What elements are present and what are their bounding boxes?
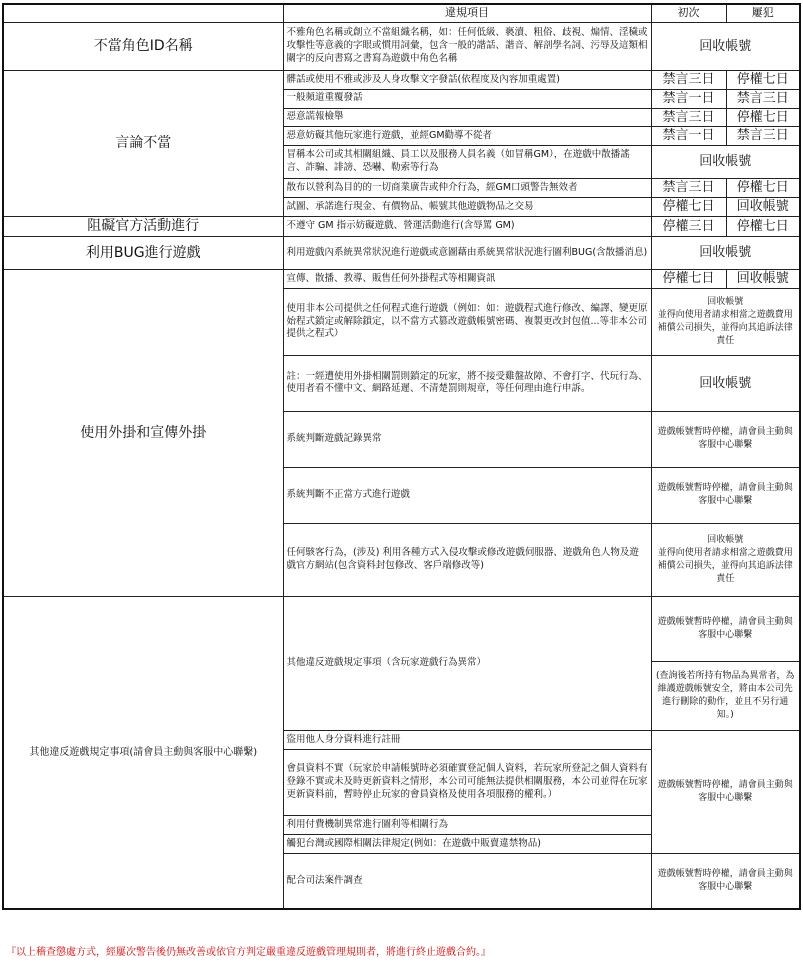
penalty-main: 回收帳號 bbox=[707, 296, 744, 307]
penalty-main: 遊戲帳號暫時停權，請會員主動與客服中心聯繫 bbox=[652, 597, 800, 662]
category-plugin: 使用外掛和宣傳外掛 bbox=[3, 269, 283, 596]
penalty-first: 禁言一日 bbox=[651, 127, 726, 146]
violation-desc: 註：一經遭使用外掛相關罰則鎖定的玩家，將不接受雞盤故障、不會打字、代玩行為、使用者看不懂中文、網路延遲、不清楚罰則規章，等任何理由進行申訴。 bbox=[283, 355, 651, 411]
violation-desc: 散布以營利為目的的一切商業廣告或仲介行為，經GM口頭警告無效者 bbox=[283, 179, 651, 198]
category-other: 其他違反遊戲規定事項(請會員主動與客服中心聯繫) bbox=[3, 596, 283, 909]
violation-desc: 配合司法案件調查 bbox=[283, 853, 651, 909]
header-violation: 違規項目 bbox=[283, 4, 651, 23]
header-first: 初次 bbox=[651, 4, 726, 23]
penalty-first: 停權七日 bbox=[651, 198, 726, 217]
penalty-repeat: 禁言三日 bbox=[726, 90, 800, 109]
table-header-row bbox=[3, 4, 800, 23]
penalty bbox=[651, 523, 800, 596]
header-repeat: 屢犯 bbox=[726, 4, 800, 23]
violation-desc: 觸犯台灣或國際相關法律規定(例如：在遊戲中販賣違禁物品) bbox=[283, 834, 651, 853]
penalty: 回收帳號 bbox=[651, 146, 800, 179]
penalty: 遊戲帳號暫時停權，請會員主動與客服中心聯繫 bbox=[651, 467, 800, 523]
penalty bbox=[651, 596, 800, 730]
penalty-first: 停權三日 bbox=[651, 217, 726, 237]
violation-desc: 任何駭客行為，(涉及) 利用各種方式入侵攻擊或修改遊戲伺服器、遊戲角色人物及遊戲官方網站(包含資料封包修改、客戶端修改等) bbox=[283, 523, 651, 596]
penalty-repeat: 回收帳號 bbox=[726, 198, 800, 217]
penalty-main: 回收帳號 bbox=[707, 534, 744, 545]
penalty-note: 並得向使用者請求相當之遊戲費用補償公司損失，並得向其追訴法律責任 bbox=[657, 547, 793, 585]
penalty bbox=[651, 288, 800, 355]
table-row bbox=[3, 71, 800, 90]
category-inappropriate-id: 不當角色ID名稱 bbox=[3, 23, 283, 71]
violation-desc: 會員資料不實（玩家於申請帳號時必須確實登記個人資料，若玩家所登記之個人資料有登錄不實或未及時更新資料之情形，本公司可能無法提供相關服務，本公司並得在玩家更新資料前，暫時停止玩家的會員資格及使用各項服務的權利。） bbox=[283, 749, 651, 815]
category-bug: 利用BUG進行遊戲 bbox=[3, 236, 283, 269]
violation-desc: 髒話或使用不雅或涉及人身攻擊文字發話(依程度及內容加重處置) bbox=[283, 71, 651, 90]
penalty-repeat: 停權七日 bbox=[726, 108, 800, 127]
penalty-repeat: 停權七日 bbox=[726, 179, 800, 198]
penalty-first: 禁言三日 bbox=[651, 108, 726, 127]
header-blank bbox=[3, 4, 283, 23]
violation-desc: 其他違反遊戲規定事項（含玩家遊戲行為異常） bbox=[283, 596, 651, 730]
table-row bbox=[3, 236, 800, 269]
penalty: 回收帳號 bbox=[651, 355, 800, 411]
penalty-note: 並得向使用者請求相當之遊戲費用補償公司損失，並得向其追訴法律責任 bbox=[657, 309, 793, 347]
table-row bbox=[3, 596, 800, 730]
penalty: 遊戲帳號暫時停權，請會員主動與客服中心聯繫 bbox=[651, 411, 800, 467]
violation-desc: 利用遊戲內系統異常狀況進行遊戲或意圖藉由系統異常狀況進行圖利BUG(含散播消息) bbox=[283, 236, 651, 269]
penalty-first: 禁言三日 bbox=[651, 71, 726, 90]
violation-desc: 不雅角色名稱或創立不當組織名稱，如：任何低級、褻瀆、粗俗、歧視、煽情、淫穢或攻擊性等意義的字眼或慣用詞彙，包含一般的諧話、諧音、解剖學名詞、污辱及這類相關字的反向書寫之書寫為遊戲中角色名稱 bbox=[283, 23, 651, 71]
violation-rules-table bbox=[2, 3, 801, 910]
footnote: 『以上稽查懲處方式，經屢次警告後仍無改善或依官方判定嚴重違反遊戲管理規則者，將進行終止遊戲合約。』 bbox=[6, 947, 491, 958]
penalty-note: (查詢後若所持有物品為異常者，為維護遊戲帳號安全，將由本公司先進行刪除的動作，並且不另行通知。) bbox=[655, 670, 795, 721]
penalty: 遊戲帳號暫時停權，請會員主動與客服中心聯繫 bbox=[651, 730, 800, 853]
violation-desc: 不遵守 GM 指示妨礙遊戲、營運活動進行(含辱罵 GM) bbox=[283, 217, 651, 237]
violation-desc: 惡意妨礙其他玩家進行遊戲，並經GM勸導不從者 bbox=[283, 127, 651, 146]
violation-desc: 使用非本公司提供之任何程式進行遊戲（例如：如：遊戲程式進行修改、編譯、變更原始程式鎖定或解除鎖定，以不當方式篡改遊戲帳號密碼、複製更改封包值...等非本公司提供之程式） bbox=[283, 288, 651, 355]
violation-desc: 系統判斷不正當方式進行遊戲 bbox=[283, 467, 651, 523]
penalty-repeat: 回收帳號 bbox=[726, 269, 800, 288]
penalty-repeat: 禁言三日 bbox=[726, 127, 800, 146]
penalty: 回收帳號 bbox=[651, 236, 800, 269]
violation-desc: 惡意謊報檢舉 bbox=[283, 108, 651, 127]
table-row bbox=[3, 23, 800, 71]
penalty-repeat: 停權七日 bbox=[726, 217, 800, 237]
penalty-first: 禁言三日 bbox=[651, 179, 726, 198]
penalty: 回收帳號 bbox=[651, 23, 800, 71]
category-speech: 言論不當 bbox=[3, 71, 283, 217]
table-row bbox=[3, 269, 800, 288]
violation-desc: 一般頻道重覆發話 bbox=[283, 90, 651, 109]
penalty-first: 停權七日 bbox=[651, 269, 726, 288]
penalty: 遊戲帳號暫時停權，請會員主動與客服中心聯繫 bbox=[651, 853, 800, 909]
violation-desc: 盜用他人身分資料進行註冊 bbox=[283, 730, 651, 749]
violation-desc: 冒稱本公司或其相關組織、員工以及服務人員名義（如冒稱GM），在遊戲中散播謠言、詐騙、誹謗、恐嚇、勒索等行為 bbox=[283, 146, 651, 179]
penalty-repeat: 停權七日 bbox=[726, 71, 800, 90]
penalty-first: 禁言一日 bbox=[651, 90, 726, 109]
violation-desc: 試圖、承諾進行現金、有價物品、帳號其他遊戲物品之交易 bbox=[283, 198, 651, 217]
violation-desc: 系統判斷遊戲記錄異常 bbox=[283, 411, 651, 467]
violation-desc: 利用付費機制異常進行圖利等相關行為 bbox=[283, 815, 651, 834]
violation-desc: 宣傳、散播、教導、販售任何外掛程式等相關資訊 bbox=[283, 269, 651, 288]
table-row bbox=[3, 217, 800, 237]
category-obstruct: 阻礙官方活動進行 bbox=[3, 217, 283, 237]
